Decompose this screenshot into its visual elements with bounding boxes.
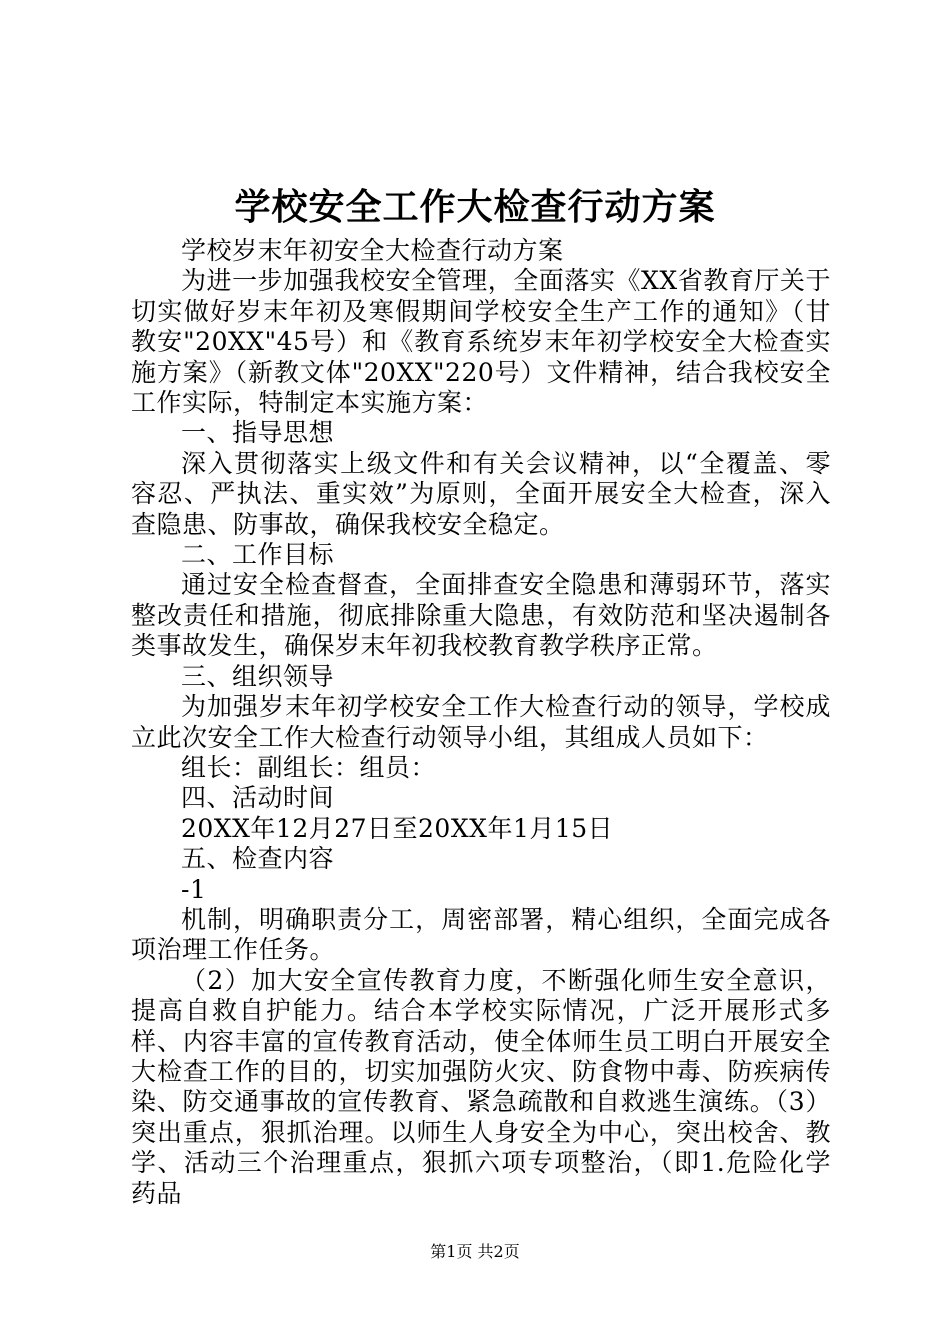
paragraph-organization: 为加强岁末年初学校安全工作大检查行动的领导，学校成立此次安全工作大检查行动领导小组，其组成人员如下： [131, 692, 831, 752]
paragraph-goals: 通过安全检查督查，全面排查安全隐患和薄弱环节，落实整改责任和措施，彻底排除重大隐患，有效防范和坚决遏制各类事故发生，确保岁末年初我校教育教学秩序正常。 [131, 570, 831, 661]
section-heading-4: 四、活动时间 [181, 783, 335, 813]
paragraph-intro: 为进一步加强我校安全管理，全面落实《XX省教育厅关于切实做好岁末年初及寒假期间学校安全生产工作的通知》（甘教安"20XX"45号）和《教育系统岁末年初学校安全大检查实施方案》（新教文体"20XX"220号）文件精神，结合我校安全工作实际，特制定本实施方案： [131, 266, 831, 418]
paragraph-subtitle: 学校岁末年初安全大检查行动方案 [181, 236, 564, 265]
document-title: 学校安全工作大检查行动方案 [234, 187, 716, 228]
section-heading-2: 二、工作目标 [181, 540, 335, 570]
section-heading-3: 三、组织领导 [181, 661, 335, 691]
paragraph-guiding: 深入贯彻落实上级文件和有关会议精神，以“全覆盖、零容忍、严执法、重实效”为原则，全面开展安全大检查，深入查隐患、防事故，确保我校安全稳定。 [131, 448, 831, 539]
paragraph-dates: 20XX年12月27日至20XX年1月15日 [181, 813, 614, 843]
page-footer: 第1页 共2页 [430, 1242, 520, 1261]
paragraph-mechanism: 机制，明确职责分工，周密部署，精心组织，全面完成各项治理工作任务。 [131, 904, 831, 965]
paragraph-marker: -1 [181, 874, 207, 904]
paragraph-education: （2）加大安全宣传教育力度，不断强化师生安全意识，提高自救自护能力。结合本学校实际情况，广泛开展形式多样、内容丰富的宣传教育活动，使全体师生员工明白开展安全大检查工作的目的，切实加强防火灾、防食物中毒、防疾病传染、防交通事故的宣传教育、紧急疏散和自救逃生演练。（3）突出重点，狠抓治理。以师生人身安全为中心，突出校舍、教学、活动三个治理重点，狠抓六项专项整治，（即1.危险化学药品 [131, 965, 831, 1208]
paragraph-members: 组长：副组长：组员： [181, 752, 437, 782]
document-body [131, 236, 831, 1209]
section-heading-1: 一、指导思想 [181, 418, 335, 448]
section-heading-5: 五、检查内容 [181, 844, 335, 874]
